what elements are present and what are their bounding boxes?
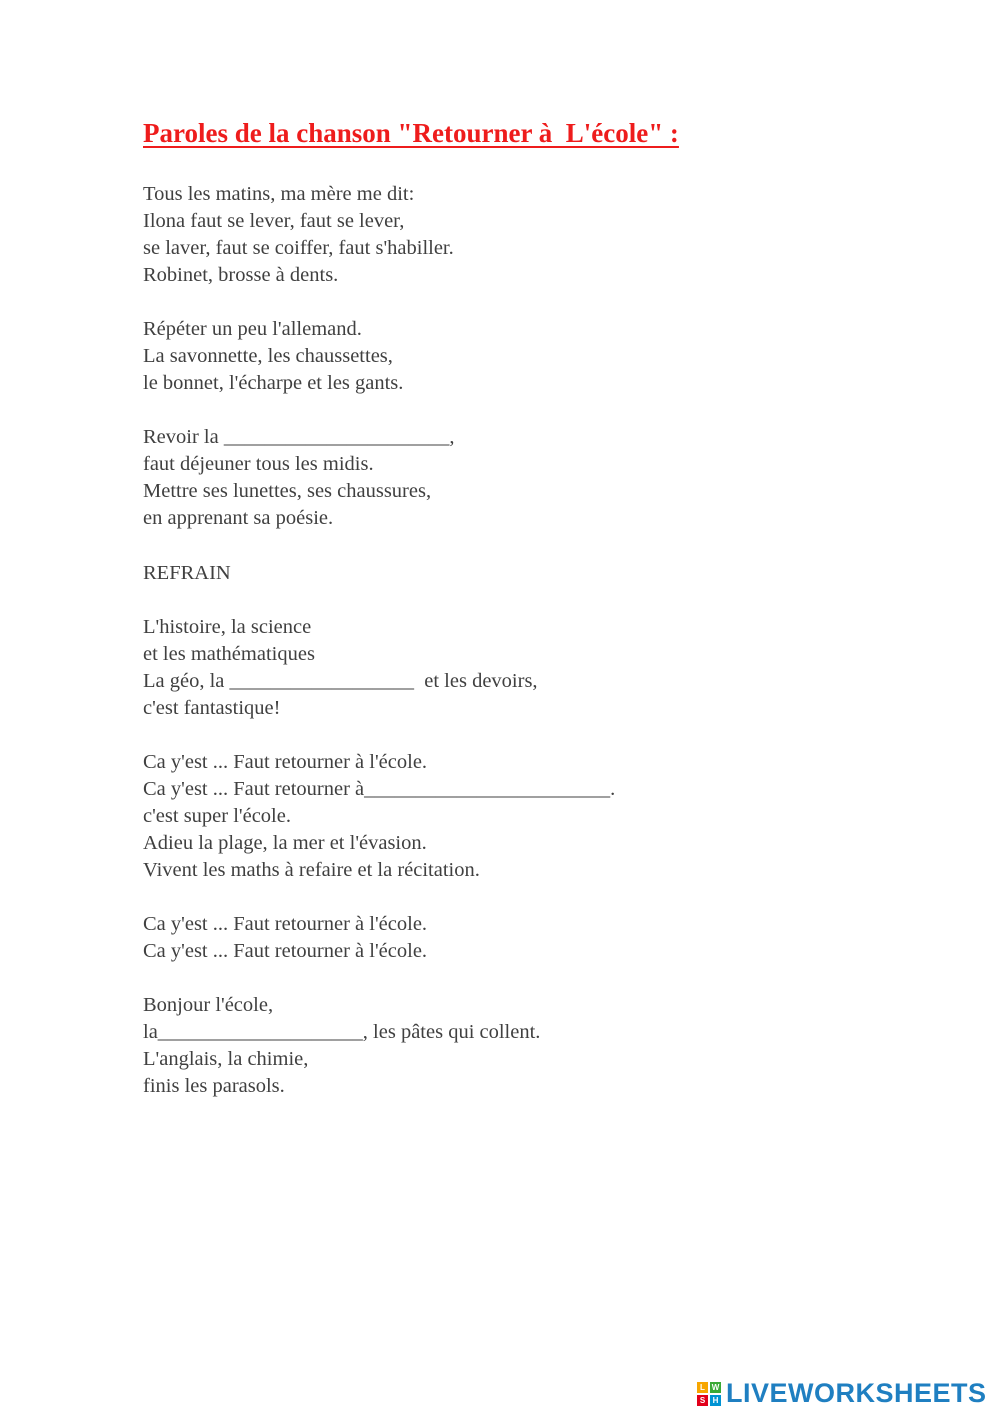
lyric-line: Tous les matins, ma mère me dit: bbox=[143, 183, 415, 205]
lyric-line: le bonnet, l'écharpe et les gants. bbox=[143, 372, 404, 394]
lyric-line: et les mathématiques bbox=[143, 643, 315, 665]
blank-line-2[interactable]: La géo, la __________________ et les devoirs, bbox=[143, 670, 538, 692]
blank-line-1[interactable]: Revoir la ______________________, bbox=[143, 426, 455, 448]
lyric-line: se laver, faut se coiffer, faut s'habiller. bbox=[143, 237, 454, 259]
lyric-line: Bonjour l'école, bbox=[143, 994, 274, 1016]
liveworksheets-logo bbox=[697, 1378, 987, 1409]
lyric-line: Vivent les maths à refaire et la récitation. bbox=[143, 859, 480, 881]
lyric-line: L'anglais, la chimie, bbox=[143, 1048, 309, 1070]
brand-name: LIVEWORKSHEETS bbox=[726, 1378, 987, 1408]
page-title: Paroles de la chanson "Retourner à L'école" : bbox=[143, 118, 679, 148]
lyric-line: Ca y'est ... Faut retourner à l'école. bbox=[143, 913, 428, 935]
lyric-line: Adieu la plage, la mer et l'évasion. bbox=[143, 832, 427, 854]
lyric-line: L'histoire, la science bbox=[143, 616, 312, 638]
lyric-line: c'est fantastique! bbox=[143, 697, 281, 719]
lyric-line: en apprenant sa poésie. bbox=[143, 507, 334, 529]
lyric-line: La savonnette, les chaussettes, bbox=[143, 345, 393, 367]
lyric-line: Répéter un peu l'allemand. bbox=[143, 318, 362, 340]
blank-line-4[interactable]: la____________________, les pâtes qui collent. bbox=[143, 1021, 541, 1043]
lyric-line: Robinet, brosse à dents. bbox=[143, 264, 339, 286]
refrain-label: REFRAIN bbox=[143, 562, 231, 584]
lyric-line: Ca y'est ... Faut retourner à l'école. bbox=[143, 940, 428, 962]
lyric-line: Mettre ses lunettes, ses chaussures, bbox=[143, 480, 432, 502]
blank-line-3[interactable]: Ca y'est ... Faut retourner à________________________. bbox=[143, 778, 616, 800]
logo-icon: L W S H bbox=[697, 1382, 721, 1406]
lyric-line: c'est super l'école. bbox=[143, 805, 291, 827]
lyric-line: Ilona faut se lever, faut se lever, bbox=[143, 210, 405, 232]
lyric-line: finis les parasols. bbox=[143, 1075, 285, 1097]
lyric-line: Ca y'est ... Faut retourner à l'école. bbox=[143, 751, 428, 773]
lyric-line: faut déjeuner tous les midis. bbox=[143, 453, 374, 475]
